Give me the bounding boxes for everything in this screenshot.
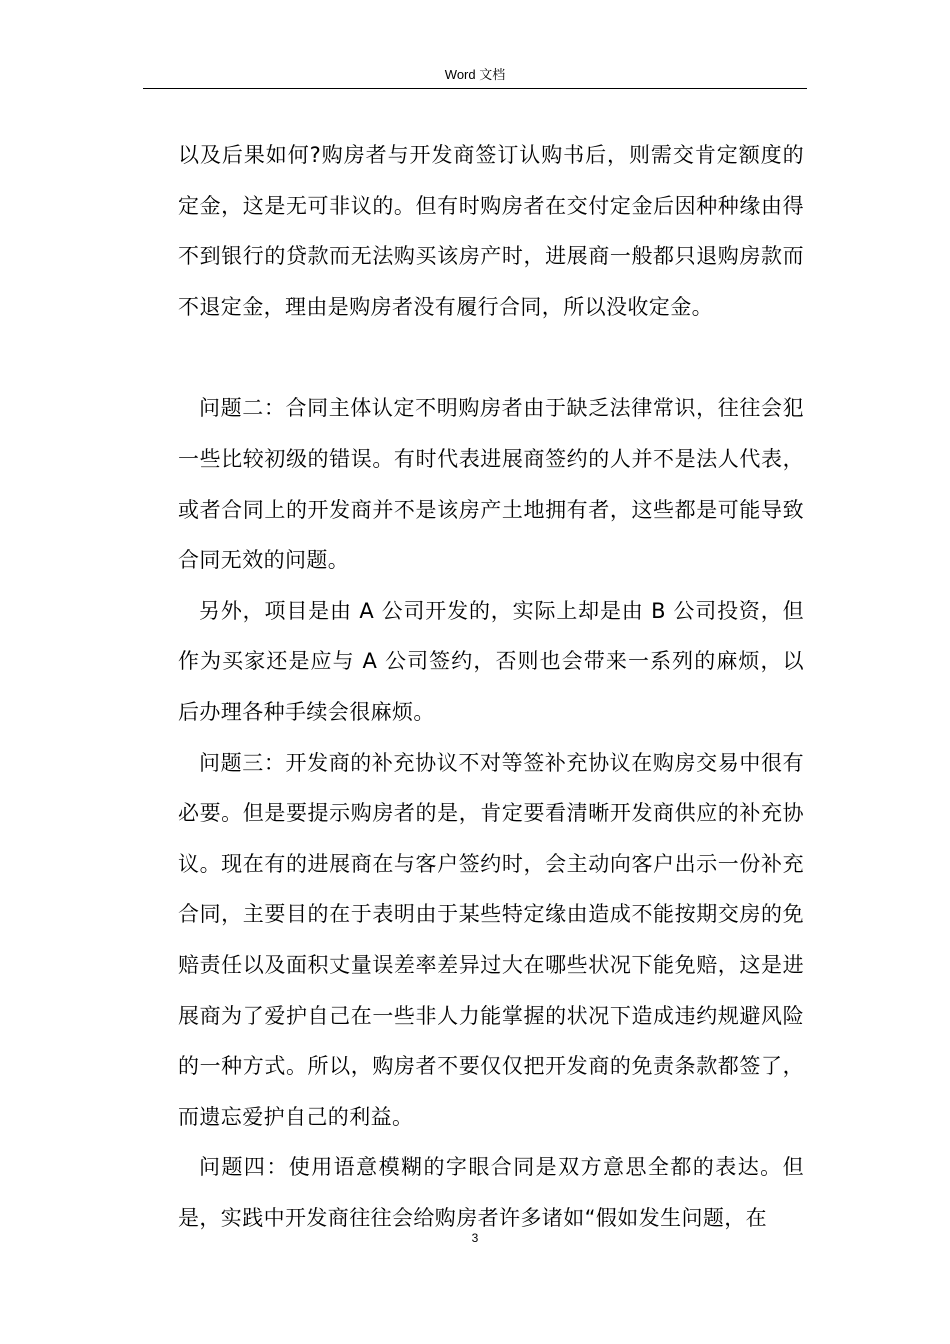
- paragraph-issue-two: 问题二：合同主体认定不明购房者由于缺乏法律常识，往往会犯一些比较初级的错误。有时代表进展商签约的人并不是法人代表，或者合同上的开发商并不是该房产土地拥有者，这些都是可能导致合同无效的问题。: [178, 396, 804, 573]
- document-body: [178, 130, 804, 1243]
- header-divider: [143, 88, 807, 89]
- page-number: 3: [471, 1231, 479, 1245]
- paragraph-additionally: 另外，项目是由 A 公司开发的，实际上却是由 B 公司投资，但作为买家还是应与 A 公司签约，否则也会带来一系列的麻烦，以后办理各种手续会很麻烦。: [178, 598, 804, 724]
- paragraph-issue-four: 问题四：使用语意模糊的字眼合同是双方意思全都的表达。但是，实践中开发商往往会给购房者许多诸如“假如发生问题，在: [178, 1155, 804, 1230]
- paragraph-continued: 以及后果如何?购房者与开发商签订认购书后，则需交肯定额度的定金，这是无可非议的。但有时购房者在交付定金后因种种缘由得不到银行的贷款而无法购买该房产时，进展商一般都只退购房款而不退定金，理由是购房者没有履行合同，所以没收定金。: [178, 143, 804, 319]
- page-header-title: Word 文档: [444, 67, 506, 82]
- paragraph-issue-three: 问题三：开发商的补充协议不对等签补充协议在购房交易中很有必要。但是要提示购房者的是，肯定要看清晰开发商供应的补充协议。现在有的进展商在与客户签约时，会主动向客户出示一份补充合同，主要目的在于表明由于某些特定缘由造成不能按期交房的免赔责任以及面积丈量误差率差异过大在哪些状况下能免赔，这是进展商为了爱护自己在一些非人力能掌握的状况下造成违约规避风险的一种方式。所以，购房者不要仅仅把开发商的免责条款都签了，而遗忘爱护自己的利益。: [178, 750, 804, 1129]
